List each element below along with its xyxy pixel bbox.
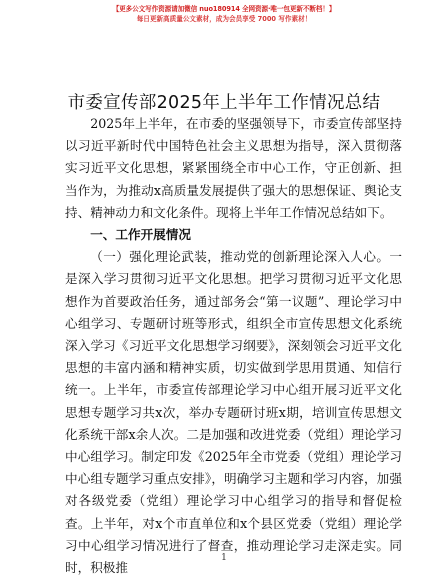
page-number: 1 xyxy=(221,553,227,563)
document-body xyxy=(65,113,402,579)
promo-banner xyxy=(0,4,448,24)
section-paragraph: （一）强化理论武装，推动党的创新理论深入人心。一是深入学习贯彻习近平文化思想。把学习贯彻习近平文化思想作为首要政治任务，通过部务会“第一议题”、理论学习中心组学习、专题研讨班等形式，组织全市宣传思想文化系统深入学习《习近平文化思想学习纲要》，深刻领会习近平文化思想的丰富内涵和精神实质，切实做到学思用贯通、知信行统一。上半年，市委宣传部理论学习中心组开展习近平文化思想专题学习共x次，举办专题研讨班x期，培训宣传思想文化系统干部x余人次。二是加强和改进党委（党组）理论学习中心组学习。制定印发《2025年全市党委（党组）理论学习中心组专题学习重点安排》，明确学习主题和学习内容，加强对各级党委（党组）理论学习中心组学习的指导和督促检查。上半年，对x个市直单位和x个县区党委（党组）理论学习中心组学习情况进行了督查，推动理论学习走深走实。同时，积极推 xyxy=(65,249,402,576)
promo-banner-line-2: 每日更新高质量公文素材，成为会员享受 7000 写作素材！ xyxy=(136,15,312,23)
section-heading: 一、工作开展情况 xyxy=(90,227,191,243)
promo-banner-line-1: 【更多公文写作资源请加微信 nuo180914 全网资源·唯一包更新不断档！】 xyxy=(112,5,336,13)
intro-paragraph: 2025年上半年，在市委的坚强领导下，市委宣传部坚持以习近平新时代中国特色社会主义思想为指导，深入贯彻落实习近平文化思想，紧紧围绕全市中心工作，守正创新、担当作为，为推动x高质量发展提供了强大的思想保证、舆论支持、精神动力和文化条件。现将上半年工作情况总结如下。 xyxy=(65,116,402,220)
document-title: 市委宣传部2025年上半年工作情况总结 xyxy=(67,93,381,113)
